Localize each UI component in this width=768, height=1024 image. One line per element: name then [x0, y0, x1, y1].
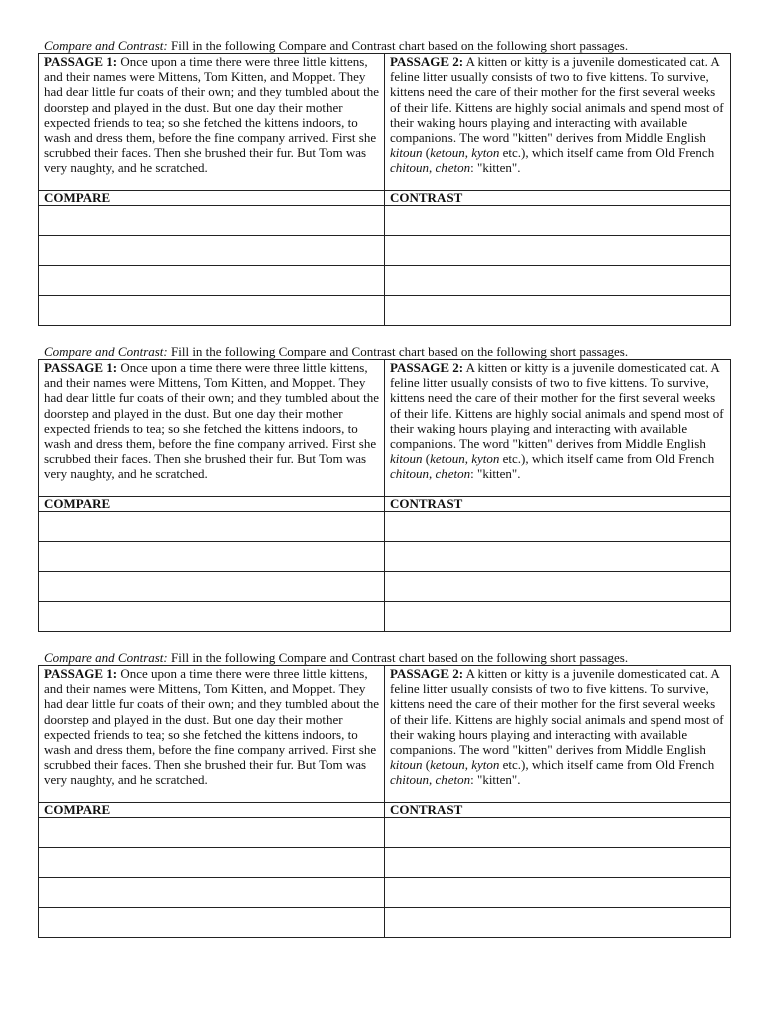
instructions	[44, 38, 730, 53]
contrast-answer-cell[interactable]	[385, 848, 731, 878]
passage-2-term: kyton	[471, 757, 500, 773]
contrast-answer-cell[interactable]	[385, 206, 731, 236]
compare-contrast-chart	[38, 53, 731, 326]
compare-answer-cell[interactable]	[39, 512, 385, 542]
passage-2-term: kyton	[471, 145, 500, 161]
passage-1-label: PASSAGE 1:	[44, 666, 118, 681]
compare-answer-cell[interactable]	[39, 206, 385, 236]
instructions-lead: Compare and Contrast:	[44, 650, 168, 665]
instructions-text: Fill in the following Compare and Contrast chart based on the following short passages.	[167, 344, 629, 359]
passage-1-text: Once upon a time there were three little kittens, and their names were Mittens, Tom Kitten, and Moppet. They had dear little fur coats of their own; and they tumbled about the doorstep and played in the dust. But one day their mother expected friends to tea; so she fetched the kittens indoors, to wash and dress them, before the fine company arrived. First she scrubbed their faces. Then she brushed their fur. But Tom was very naughty, and he scratched.	[44, 360, 380, 482]
compare-contrast-chart	[38, 359, 731, 632]
passage-2-term: cheton	[435, 160, 471, 176]
passage-2-term: kitoun	[390, 145, 423, 161]
passage-2-text: ,	[464, 757, 472, 773]
instructions-text: Fill in the following Compare and Contrast chart based on the following short passages.	[167, 650, 629, 665]
instructions	[44, 344, 730, 359]
contrast-answer-cell[interactable]	[385, 818, 731, 848]
compare-header: COMPARE	[39, 191, 385, 206]
contrast-header: CONTRAST	[385, 191, 731, 206]
compare-answer-cell[interactable]	[39, 602, 385, 632]
compare-header: COMPARE	[39, 803, 385, 818]
compare-answer-cell[interactable]	[39, 818, 385, 848]
contrast-answer-cell[interactable]	[385, 602, 731, 632]
passage-2-text: etc.), which itself came from Old French	[499, 145, 715, 161]
compare-answer-cell[interactable]	[39, 236, 385, 266]
contrast-answer-cell[interactable]	[385, 512, 731, 542]
passage-1-cell	[39, 666, 385, 803]
compare-contrast-chart	[38, 665, 731, 938]
compare-answer-cell[interactable]	[39, 296, 385, 326]
passage-2-text: A kitten or kitty is a juvenile domesticated cat. A feline litter usually consists of two to five kittens. To survive, kittens need the care of their mother for the first several weeks of their life. Kittens are highly social animals and spend most of their waking hours playing and interacting with available companions. The word "kitten" derives from Middle English	[390, 360, 724, 452]
passage-2-text: : "kitten".	[470, 772, 521, 788]
passage-2-text: ,	[429, 772, 436, 788]
passage-2-text: etc.), which itself came from Old French	[499, 451, 715, 467]
passage-2-text: : "kitten".	[470, 466, 521, 482]
contrast-answer-cell[interactable]	[385, 236, 731, 266]
passage-2-text: etc.), which itself came from Old French	[499, 757, 715, 773]
passage-2-text: ,	[464, 451, 472, 467]
passage-2-term: cheton	[435, 466, 471, 482]
compare-answer-cell[interactable]	[39, 908, 385, 938]
worksheet-2	[38, 344, 730, 632]
contrast-answer-cell[interactable]	[385, 878, 731, 908]
passage-2-text: A kitten or kitty is a juvenile domesticated cat. A feline litter usually consists of two to five kittens. To survive, kittens need the care of their mother for the first several weeks of their life. Kittens are highly social animals and spend most of their waking hours playing and interacting with available companions. The word "kitten" derives from Middle English	[390, 54, 724, 146]
contrast-answer-cell[interactable]	[385, 266, 731, 296]
passage-2-text: (	[422, 757, 431, 773]
passage-2-cell	[385, 666, 731, 803]
instructions	[44, 650, 730, 665]
contrast-header: CONTRAST	[385, 803, 731, 818]
worksheet-1	[38, 38, 730, 326]
passage-2-label: PASSAGE 2:	[390, 360, 464, 375]
contrast-answer-cell[interactable]	[385, 572, 731, 602]
compare-answer-cell[interactable]	[39, 878, 385, 908]
contrast-header: CONTRAST	[385, 497, 731, 512]
passage-2-term: chitoun	[390, 160, 429, 176]
contrast-answer-cell[interactable]	[385, 542, 731, 572]
passage-2-text: ,	[429, 466, 436, 482]
passage-2-term: kitoun	[390, 757, 423, 773]
compare-answer-cell[interactable]	[39, 572, 385, 602]
passage-2-term: kyton	[471, 451, 500, 467]
passage-1-cell	[39, 360, 385, 497]
passage-2-cell	[385, 54, 731, 191]
passage-1-label: PASSAGE 1:	[44, 54, 118, 69]
passage-2-term: cheton	[435, 772, 471, 788]
contrast-answer-cell[interactable]	[385, 908, 731, 938]
passage-2-cell	[385, 360, 731, 497]
compare-answer-cell[interactable]	[39, 848, 385, 878]
passage-2-text: A kitten or kitty is a juvenile domesticated cat. A feline litter usually consists of two to five kittens. To survive, kittens need the care of their mother for the first several weeks of their life. Kittens are highly social animals and spend most of their waking hours playing and interacting with available companions. The word "kitten" derives from Middle English	[390, 666, 724, 758]
passage-1-text: Once upon a time there were three little kittens, and their names were Mittens, Tom Kitten, and Moppet. They had dear little fur coats of their own; and they tumbled about the doorstep and played in the dust. But one day their mother expected friends to tea; so she fetched the kittens indoors, to wash and dress them, before the fine company arrived. First she scrubbed their faces. Then she brushed their fur. But Tom was very naughty, and he scratched.	[44, 54, 380, 176]
passage-1-text: Once upon a time there were three little kittens, and their names were Mittens, Tom Kitten, and Moppet. They had dear little fur coats of their own; and they tumbled about the doorstep and played in the dust. But one day their mother expected friends to tea; so she fetched the kittens indoors, to wash and dress them, before the fine company arrived. First she scrubbed their faces. Then she brushed their fur. But Tom was very naughty, and he scratched.	[44, 666, 380, 788]
passage-2-text: ,	[464, 145, 472, 161]
passage-2-label: PASSAGE 2:	[390, 666, 464, 681]
passage-1-label: PASSAGE 1:	[44, 360, 118, 375]
passage-2-term: chitoun	[390, 772, 429, 788]
passage-2-term: ketoun	[430, 145, 465, 161]
passage-2-term: chitoun	[390, 466, 429, 482]
compare-answer-cell[interactable]	[39, 542, 385, 572]
passage-2-text: ,	[429, 160, 436, 176]
passage-2-term: ketoun	[430, 451, 465, 467]
worksheet-3	[38, 650, 730, 938]
compare-answer-cell[interactable]	[39, 266, 385, 296]
instructions-lead: Compare and Contrast:	[44, 344, 168, 359]
contrast-answer-cell[interactable]	[385, 296, 731, 326]
passage-1-cell	[39, 54, 385, 191]
passage-2-term: ketoun	[430, 757, 465, 773]
passage-2-text: : "kitten".	[470, 160, 521, 176]
instructions-text: Fill in the following Compare and Contrast chart based on the following short passages.	[167, 38, 629, 53]
passage-2-text: (	[422, 451, 431, 467]
passage-2-text: (	[422, 145, 431, 161]
compare-header: COMPARE	[39, 497, 385, 512]
passage-2-term: kitoun	[390, 451, 423, 467]
passage-2-label: PASSAGE 2:	[390, 54, 464, 69]
instructions-lead: Compare and Contrast:	[44, 38, 168, 53]
